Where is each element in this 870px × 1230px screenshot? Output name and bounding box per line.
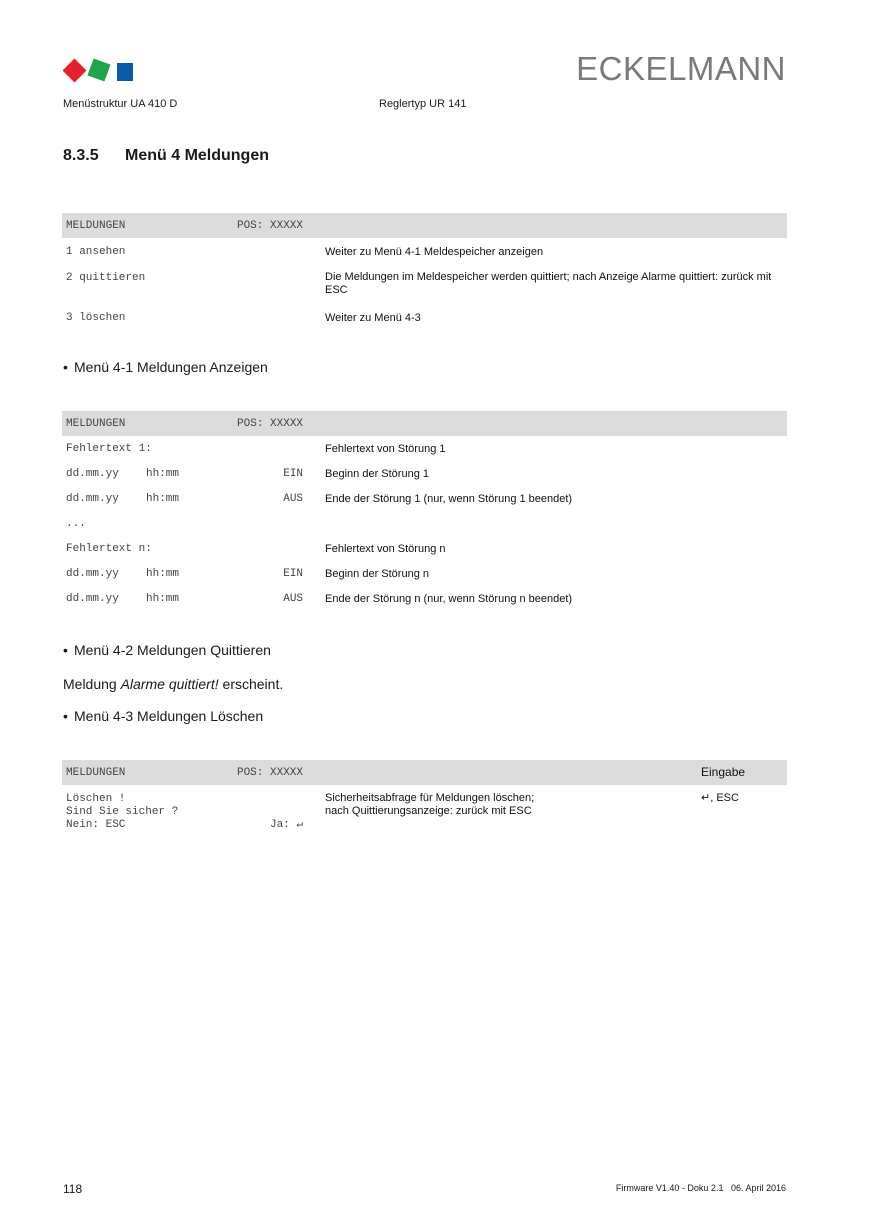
row-date: dd.mm.yy (66, 468, 119, 480)
row-date: dd.mm.yy (66, 568, 119, 580)
document-title: Menüstruktur UA 410 D (63, 98, 178, 110)
table-row (62, 785, 787, 832)
bullet-text: Menü 4-1 Meldungen Anzeigen (74, 359, 268, 375)
row-desc: Fehlertext von Störung n (325, 543, 446, 555)
row-date: dd.mm.yy (66, 593, 119, 605)
bullet-dot: • (63, 708, 68, 724)
table-row (62, 461, 787, 486)
header-pos: POS: XXXXX (236, 219, 303, 232)
bullet-dot: • (63, 359, 68, 375)
bullet-menu-4-2 (63, 642, 271, 658)
table-row (62, 561, 787, 586)
menu-4-table (62, 213, 787, 330)
row-state: AUS (283, 493, 304, 505)
header-pos: POS: XXXXX (236, 766, 303, 779)
controller-type: Reglertyp UR 141 (379, 98, 467, 110)
table-row (62, 586, 787, 611)
row-state: AUS (283, 593, 304, 605)
section-heading (63, 147, 269, 165)
message-sentence: Meldung Alarme quittiert! erscheint. (63, 676, 284, 692)
page-number: 118 (63, 1182, 83, 1196)
row-desc: Weiter zu Menü 4-1 Meldespeicher anzeigen (325, 246, 544, 258)
menu-4-3-table (62, 760, 787, 832)
row-state: EIN (283, 468, 304, 480)
header-title: MELDUNGEN (66, 219, 126, 232)
bullet-text: Menü 4-3 Meldungen Löschen (74, 708, 264, 724)
row-desc: Beginn der Störung n (325, 568, 429, 580)
row-desc (307, 511, 787, 536)
bullet-text: Menü 4-2 Meldungen Quittieren (74, 642, 271, 658)
prompt-line: Löschen ! (66, 793, 126, 805)
table-header (62, 213, 787, 238)
table-row (62, 436, 787, 461)
bullet-dot: • (63, 642, 68, 658)
row-desc: Sicherheitsabfrage für Meldungen löschen; (325, 792, 535, 804)
section-number: 8.3.5 (63, 147, 99, 164)
row-a: Fehlertext n: (66, 543, 152, 555)
row-ellipsis: ... (66, 518, 86, 530)
table-header (62, 760, 787, 785)
prompt-line: Sind Sie sicher ? (66, 806, 179, 818)
menu-4-1-table (62, 411, 787, 611)
section-title: Menü 4 Meldungen (125, 147, 269, 164)
row-desc: Ende der Störung n (nur, wenn Störung n beendet) (325, 593, 573, 605)
header-pos: POS: XXXXX (237, 417, 304, 430)
row-desc: nach Quittierungsanzeige: zurück mit ESC (325, 805, 532, 817)
row-desc: Beginn der Störung 1 (325, 468, 429, 480)
row-input: ↵, ESC (701, 792, 739, 804)
prompt-line: Nein: ESC (66, 819, 126, 831)
row-desc: Die Meldungen im Meldespeicher werden quittiert; nach Anzeige Alarme quittiert: zurück mit ESC (325, 271, 772, 296)
row-desc: Ende der Störung 1 (nur, wenn Störung 1 beendet) (325, 493, 573, 505)
table-row (62, 536, 787, 561)
bullet-menu-4-3 (63, 708, 263, 724)
eckelmann-logo (63, 57, 135, 85)
row-time: hh:mm (146, 568, 180, 580)
table-row (62, 304, 787, 330)
row-desc: Weiter zu Menü 4-3 (325, 312, 421, 324)
row-code: 3 löschen (66, 312, 126, 324)
row-desc: Fehlertext von Störung 1 (325, 443, 446, 455)
row-time: hh:mm (146, 493, 180, 505)
header-title: MELDUNGEN (66, 766, 126, 779)
row-date: dd.mm.yy (66, 493, 119, 505)
row-code: 2 quittieren (66, 272, 146, 284)
logo-blue-square (117, 63, 133, 81)
brand-name: ECKELMANN (576, 50, 786, 87)
bullet-menu-4-1 (63, 359, 268, 375)
row-time: hh:mm (146, 468, 180, 480)
row-time: hh:mm (146, 593, 180, 605)
row-a: Fehlertext 1: (66, 443, 152, 455)
firmware-info: Firmware V1.40 - Doku 2.1 06. April 2016 (615, 1183, 786, 1193)
header-title: MELDUNGEN (66, 417, 126, 430)
message-name: Alarme quittiert! (120, 676, 219, 692)
table-row (62, 238, 787, 264)
row-state: EIN (283, 568, 304, 580)
table-header (62, 411, 787, 436)
table-row (62, 486, 787, 511)
header-input: Eingabe (697, 760, 787, 785)
table-row (62, 511, 787, 536)
prompt-yes: Ja: ↵ (269, 819, 303, 831)
row-code: 1 ansehen (66, 246, 126, 258)
table-row (62, 264, 787, 304)
